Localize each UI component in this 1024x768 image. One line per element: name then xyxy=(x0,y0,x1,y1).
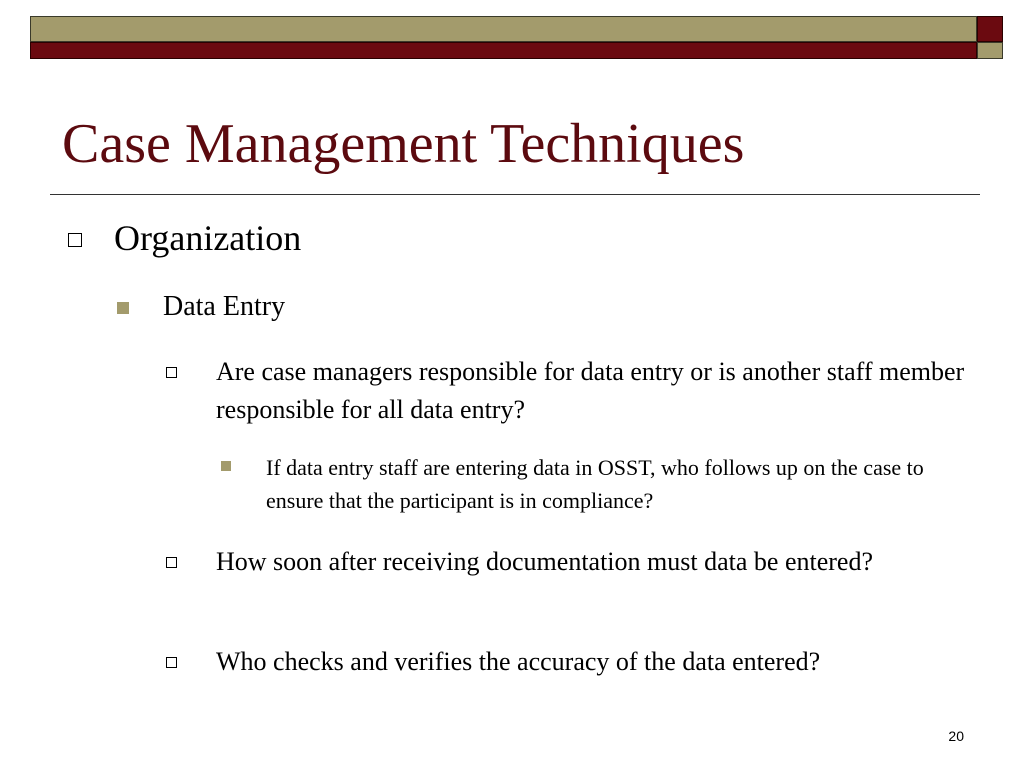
title-divider xyxy=(50,194,980,195)
header-square-maroon xyxy=(977,16,1003,42)
bullet-level2-data-entry: Data Entry xyxy=(163,291,286,322)
bullet-level3-timing: How soon after receiving documentation must data be entered? xyxy=(216,547,873,576)
hollow-square-bullet-icon xyxy=(166,367,177,378)
page-number: 20 xyxy=(948,728,964,744)
filled-square-bullet-icon xyxy=(221,461,231,471)
hollow-square-bullet-icon xyxy=(68,233,82,247)
bullet-level4-follow-up: If data entry staff are entering data in OSST, who follows up on the case to ensure that the participant is in compliance? xyxy=(266,455,924,513)
bullet-level3-verification: Who checks and verifies the accuracy of the data entered? xyxy=(216,647,821,676)
bullet-level3-responsibility: Are case managers responsible for data entry or is another staff member responsible for all data entry? xyxy=(216,357,965,424)
header-bar-khaki xyxy=(30,16,977,42)
filled-square-bullet-icon xyxy=(117,302,129,314)
hollow-square-bullet-icon xyxy=(166,657,177,668)
header-bar-maroon xyxy=(30,42,977,59)
header-square-khaki xyxy=(977,42,1003,59)
slide-title: Case Management Techniques xyxy=(62,113,745,175)
bullet-level1-organization: Organization xyxy=(114,218,302,258)
hollow-square-bullet-icon xyxy=(166,557,177,568)
